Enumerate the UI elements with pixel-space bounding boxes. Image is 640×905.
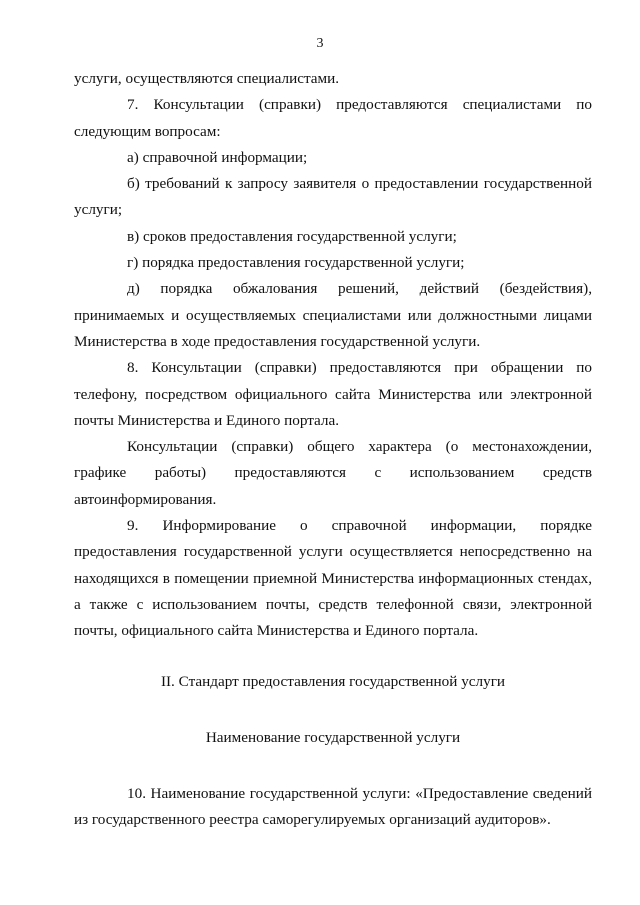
list-item-v: в) сроков предоставления государственной услуги;	[127, 227, 457, 245]
subsection-heading: Наименование государственной услуги	[205, 728, 461, 746]
paragraph-continuation: услуги, осуществляются специалистами.	[74, 70, 340, 87]
paragraph-7: 7. Консультации (справки) предоставляются специалистами по следующим вопросам:	[74, 96, 592, 140]
list-item-g: г) порядка предоставления государственной услуги;	[127, 254, 465, 272]
paragraph-10: 10. Наименование государственной услуги: «Предоставление сведений из государственного реестра саморегулируемых организаций аудиторов».	[74, 785, 592, 829]
paragraph-8-continued: Консультации (справки) общего характера (о местонахождении, графике работы) предоставляются с использованием средств автоинформирования.	[74, 438, 592, 508]
paragraph-8: 8. Консультации (справки) предоставляются при обращении по телефону, посредством официального сайта Министерства или электронной почты Министерства и Единого портала.	[74, 359, 592, 429]
paragraph-9: 9. Информирование о справочной информации, порядке предоставления государственной услуги осуществляется непосредственно на находящихся в помещении приемной Министерства информационных стендах, а также с использованием почты, средств телефонной связи, электронной почты, официального сайта Министерства и Единого портала.	[74, 517, 592, 640]
list-item-b: б) требований к запросу заявителя о предоставлении государственной услуги;	[74, 175, 592, 219]
document-body	[74, 66, 592, 834]
list-item-d: д) порядка обжалования решений, действий (бездействия), принимаемых и осуществляемых специалистами или должностными лицами Министерства в ходе предоставления государственной услуги.	[74, 280, 592, 350]
page-number: 3	[316, 36, 324, 51]
section-heading: II. Стандарт предоставления государственной услуги	[160, 672, 506, 690]
list-item-a: а) справочной информации;	[127, 148, 308, 166]
